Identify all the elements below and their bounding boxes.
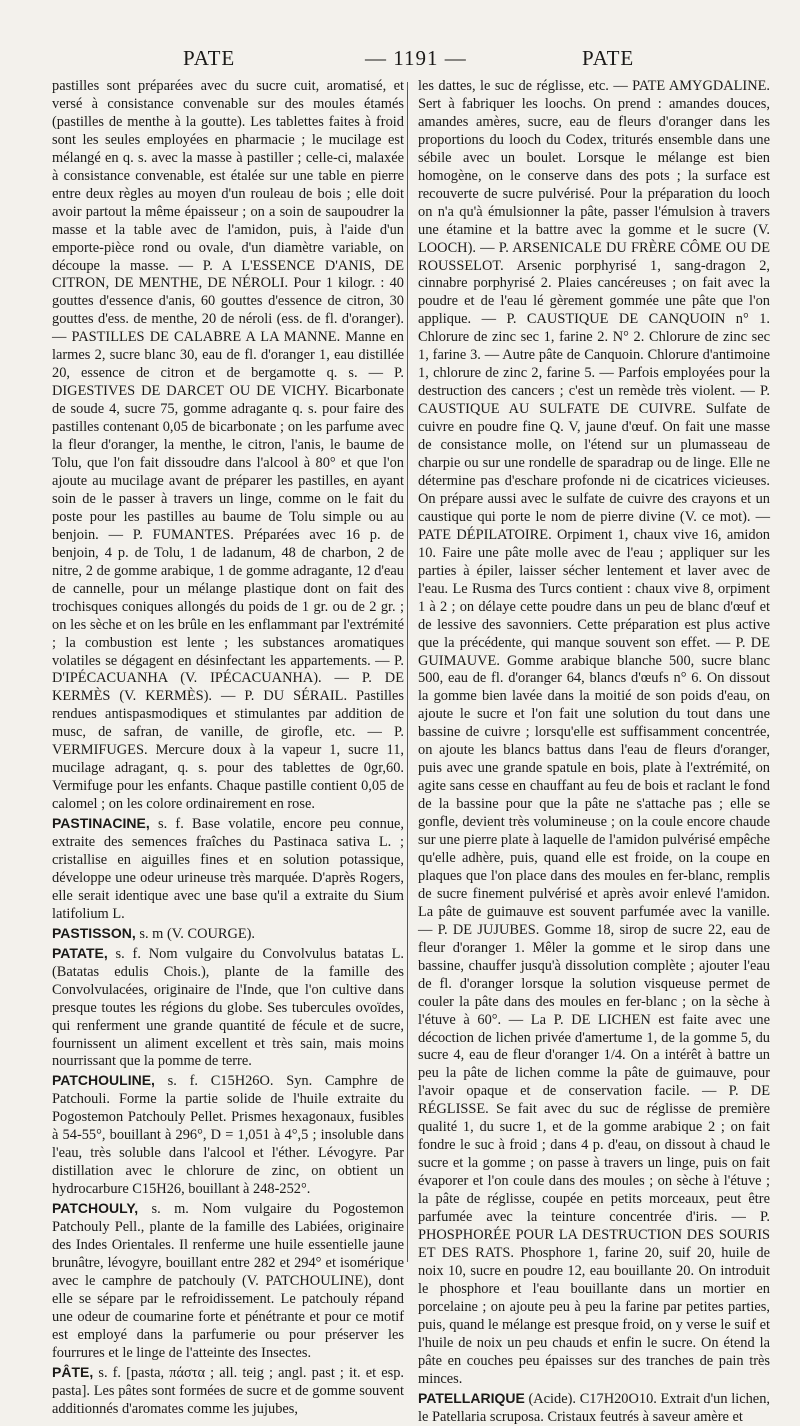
right-column: [418, 78, 770, 1426]
entry-body: (Acide). C17H20O10. Extrait d'un lichen, le Patellaria scruposa. Cristaux feutrés à saveur amère et: [418, 1390, 770, 1425]
headword: PASTINACINE,: [52, 815, 150, 832]
entry-body: s. m (V. COURGE).: [135, 925, 256, 942]
headword: PATATE,: [52, 944, 108, 961]
headword: PATCHOULINE,: [52, 1072, 155, 1089]
headword: PÂTE,: [52, 1363, 94, 1380]
left-column: [52, 78, 404, 1419]
entry-pastisson: [52, 925, 404, 944]
entry-body: s. m. Nom vulgaire du Pogostemon Patchouly Pell., plante de la famille des Labiées, originaire des Indes Orientales. Il renferme une huile essentielle jaune brunâtre, lévogyre, bouillant entre 282 et 294° et isomérique avec le camphre de patchouly (V. PATCHOULINE), dont elle se sépare par le refroidissement. Le patchouly répand une odeur de coumarine forte et pénétrante et pour ce motif est employé dans la parfumerie ou pour préserver les fourrures et le linge de l'atteinte des Insectes.: [52, 1201, 404, 1361]
entry-body: s. f. C15H26O. Syn. Camphre de Patchouli. Forme la partie solide de l'huile extraite du Pogostemon Patchouly Pellet. Prismes hexagonaux, fusibles à 54-55°, bouillant à 296°, D = 1,051 à 4°,5 ; insoluble dans l'eau, très soluble dans l'alcool et l'éther. Lévogyre. Par distillation avec le chlorure de zinc, on obtient un hydrocarbure C15H26, bouillant à 248-252°.: [52, 1073, 404, 1198]
column-rule: [407, 82, 408, 1262]
headword: PATCHOULY,: [52, 1200, 139, 1217]
entry-body: s. f. Nom vulgaire du Convolvulus batatas L. (Batatas edulis Chois.), plante de la famille des Convolvulacées, originaire de l'Inde, que l'on cultive dans presque toutes les régions du globe. Ses tubercules ovoïdes, qui renferment une grande quantité de fécule et de sucre, fournissent un aliment excellent et très sain, mais moins nourrissant que la pomme de terre.: [52, 945, 404, 1070]
headword: PATELLARIQUE: [418, 1389, 525, 1406]
entry-patate: [52, 945, 404, 1072]
entry-patchouly: [52, 1200, 404, 1363]
entry-body: s. f. [pasta, πάστα ; all. teig ; angl. past ; it. et esp. pasta]. Les pâtes sont formées de sucre et de gomme souvent additionnés d'aromates comme les jujubes,: [52, 1364, 404, 1417]
continued-text: pastilles sont préparées avec du sucre cuit, aromatisé, et versé à consistance convenable sur des moules étamés (pastilles de menthe à la goutte). Les tablettes faites à froid sont les seules employées en pharmacie ; le mucilage est mélangé en q. s. avec la masse à pastiller ; celle-ci, malaxée à consistance convenable, est étalée sur une table en pierre entre deux règles au moyen d'un rouleau de bois ; elle doit avoir partout la même épaisseur ; on a soin de saupoudrer la masse et la table avec de l'amidon, puis, à l'aide d'un emporte-pièce rond ou ovale, d'un diamètre variable, on découpe la masse. — P. A L'ESSENCE D'ANIS, DE CITRON, DE MENTHE, DE NÉROLI. Pour 1 kilogr. : 40 gouttes d'essence d'anis, 60 gouttes d'essence de citron, 30 gouttes d'ess. de menthe, 20 de néroli (ess. de fl. d'oranger). — PASTILLES DE CALABRE A LA MANNE. Manne en larmes 2, sucre blanc 30, eau de fl. d'oranger 1, eau distillée 20, essence de citron et de bergamotte q. s. — P. DIGESTIVES DE DARCET OU DE VICHY. Bicarbonate de soude 4, sucre 75, gomme adragante q. s. pour faire des pastilles contenant 0,05 de bicarbonate ; on les parfume avec la fleur d'oranger, la menthe, le citron, l'anis, le baume de Tolu, que l'on fait dissoudre dans l'alcool à 80° et que l'on ajoute au mucilage avant de préparer les pastilles, en ayant soin de le passer à travers un linge, comme on le fait du poste pour les pastilles au baume de Tolu simple ou au benjoin. — P. FUMANTES. Préparées avec 16 p. de benjoin, 4 p. de Tolu, 1 de ladanum, 48 de charbon, 2 de nitre, 2 de gomme arabique, 1 de gomme adragante, 12 d'eau de cannelle, pour un mélange plastique dont on fait des trochisques coniques allongés du poids de 1 gr. ou de 2 gr. ; on les sèche et on les brûle en les enflammant par l'extrémité ; la combustion est lente ; les substances aromatiques volatiles se dégagent en désinfectant les appartements. — P. D'IPÉCACUANHA (V. IPÉCACUANHA). — P. DE KERMÈS (V. KERMÈS). — P. DU SÉRAIL. Pastilles rendues antispasmodiques et stimulantes par addition de musc, de safran, de vanille, de girofle, etc. — P. VERMIFUGES. Mercure doux à la vapeur 1, sucre 11, mucilage adragant, q. s. pour des tablettes de 0gr,60. Vermifuge pour les enfants. Chaque pastille contient 0,05 de calomel ; on les colore ordinairement en rose.: [52, 78, 404, 813]
running-head-left: PATE: [183, 46, 236, 70]
continued-text: les dattes, le suc de réglisse, etc. — PATE AMYGDALINE. Sert à fabriquer les loochs. On prend : amandes douces, amandes amères, sucre, eau de fleurs d'oranger dans les proportions du looch du Codex, triturés ensemble dans une sébile avec un boulet. Lorsque le mélange est bien homogène, on le conserve dans des pots ; la surface est recouverte de sucre pulvérisé. Pour la préparation du looch on n'a qu'à émulsionner la pâte, passer l'émulsion à travers une étamine et la battre avec la gomme et le sucre (V. LOOCH). — P. ARSENICALE DU FRÈRE CÔME OU DE ROUSSELOT. Arsenic porphyrisé 1, sang-dragon 2, cinnabre porphyrisé 2. Plaies cancéreuses ; on fait avec la poudre et de l'eau lé gèrement gommée une pâte que l'on applique. — P. CAUSTIQUE DE CANQUOIN n° 1. Chlorure de zinc sec 1, farine 2. N° 2. Chlorure de zinc sec 1, farine 3. — Autre pâte de Canquoin. Chlorure d'antimoine 1, chlorure de zinc 2, farine 5. — Parfois employées pour la destruction des cancers ; c'est un remède très violent. — P. CAUSTIQUE AU SULFATE DE CUIVRE. Sulfate de cuivre en poudre fine Q. V, jaune d'œuf. On fait une masse de consistance molle, on l'étend sur un plumasseau de charpie ou sur une rondelle de sparadrap ou de linge. Elle ne détermine pas d'eschare profonde ni de cicatrices vicieuses. On prépare aussi avec le sulfate de cuivre des crayons et un caustique qui porte le nom de pierre divine (V. ce mot). — PATE DÉPILATOIRE. Orpiment 1, chaux vive 16, amidon 10. Faire une pâte molle avec de l'eau ; appliquer sur les parties à épiler, laisser sécher lentement et laver avec de l'eau. Le Rusma des Turcs contient : chaux vive 8, orpiment 1 à 2 ; on délaye cette poudre dans un peu de blanc d'œuf et de lessive des savonniers. Cette préparation est plus active que la précédente, qui manque souvent son effet. — P. DE GUIMAUVE. Gomme arabique blanche 500, sucre blanc 500, eau de fl. d'oranger 64, blancs d'œufs n° 6. On dissout la gomme bien lavée dans la moitié de son poids d'eau, on ajoute le sucre et l'on fait une solution du tout dans une bassine de cuivre ; lorsqu'elle est suffisamment concentrée, on ajoute les blancs battus dans l'eau de fleurs d'oranger, puis avec une grande spatule en bois, plate à l'extrémité, on agite sans cesse en chauffant au feu de bois et raclant le fond de la bassine pour que la pâte ne s'attache pas ; elle se gonfle, devient très volumineuse ; on la coule encore chaude sur une pierre plate à laquelle de l'amidon pulvérisé empêche qu'elle adhère, puis, quand elle est froide, on la coupe en plaques que l'on place dans des moules en fer-blanc, remplis de sucre finement pulvérisé et après avoir enlevé l'amidon. La pâte de guimauve est souvent parfumée avec la vanille. — P. DE JUJUBES. Gomme 18, sirop de sucre 22, eau de fleur d'oranger 1. Mêler la gomme et le sirop dans une bassine, chauffer jusqu'à dissolution complète ; ajouter l'eau de fl. d'oranger lorsque la solution visqueuse permet de couler la pâte dans des moules en fer-blanc ; on la sèche à l'étuve à 60°. — La P. DE LICHEN est faite avec une décoction de lichen privée d'amertume 1, de la gomme 5, du sucre 4, eau de fleur d'oranger 1/4. On a intérêt à battre un peu la pâte de lichen comme la pâte de guimauve, pour l'avoir opaque et de conservation facile. — P. DE RÉGLISSE. Se fait avec du suc de réglisse de première qualité 1, du sucre 1, et de la gomme arabique 2 ; on fait fondre le suc à froid ; dans 4 p. d'eau, on dissout à chaud le sucre et la gomme ; on passe à travers un linge, puis on fait évaporer et l'on coule dans des moules ; on sèche à l'étuve ; la pâte de réglisse, coupée en petits morceaux, peut être parfumée avec la teinture concentrée d'iris. — P. PHOSPHORÉE POUR LA DESTRUCTION DES SOURIS ET DES RATS. Phosphore 1, farine 20, suif 20, huile de noix 10, sucre en poudre 12, eau bouillante 20. On introduit le phosphore et l'eau bouillante dans un mortier en porcelaine ; on ajoute peu à peu la farine par petites parties, puis, quand le mélange est presque froid, on y verse le suif et l'huile de noix un peu chauds et enfin le sucre. On étend la pâte en couches peu épaisses sur des tranches de pain très minces.: [418, 78, 770, 1387]
running-head-right: PATE: [582, 46, 635, 70]
entry-patellarique: [418, 1390, 770, 1426]
entry-pate: [52, 1364, 404, 1419]
page-number: — 1191 —: [365, 46, 467, 70]
entry-body: s. f. Base volatile, encore peu connue, extraite des semences fraîches du Pastinaca sativa L. ; cristallise en aiguilles fines et en solution potassique, développe une odeur urineuse très marquée. D'après Rogers, elle serait identique avec une base qu'il a extraite du Sium latifolium L.: [52, 816, 404, 922]
entry-patchouline: [52, 1072, 404, 1199]
headword: PASTISSON,: [52, 924, 136, 941]
entry-pastinacine: [52, 815, 404, 924]
